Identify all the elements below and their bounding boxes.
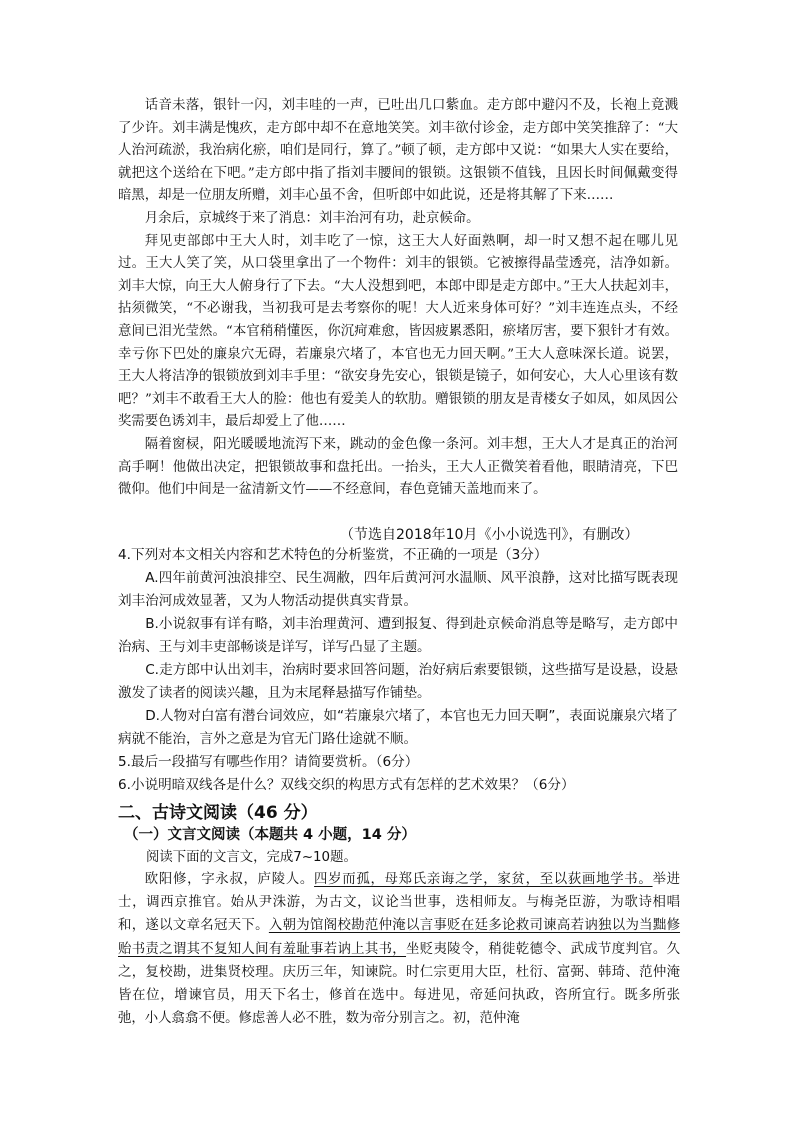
classical-chinese-passage (118, 868, 680, 1030)
question-4-option-c: C.走方郎中认出刘丰，治病时要求回答问题，治好病后索要银锁，这些描写是设悬，设悬激发了读者的阅读兴趣，且为末尾释悬描写作铺垫。 (118, 662, 678, 701)
classical-sentence-4-underlined: 入朝为馆阁校勘范仲淹以言事贬在廷多论救司谏高若讷独以为当黜修贻书责之谓其不复知人间有羞耻事若讷上其书， (118, 918, 681, 957)
question-6: 6.小说明暗双线各是什么？双线交织的构思方式有怎样的艺术效果？（6分） (118, 777, 575, 793)
classical-sentence-5: 坐贬夷陵令，稍徙乾德令、武成节度判官。久之，复校勘，进集贤校理。庆历三年，知谏院。时仁宗更用大臣，杜衍、富弼、韩琦、范仲淹皆在位，增谏官员，用天下名士，修首在选中。每进见，帝延问执政，咨所宜行。既多所张弛，小人翕翕不便。修虑善人必不胜，数为帝分别言之。初，范仲淹 (118, 941, 681, 1027)
classical-paragraph (118, 868, 680, 1030)
story-excerpt (118, 95, 678, 502)
classical-sentence-2-underlined: 四岁而孤，母郑氏亲诲之学，家贫，至以荻画地学书。 (314, 872, 653, 887)
story-paragraph-2: 月余后，京城终于来了消息：刘丰治河有功，赴京候命。 (144, 210, 480, 226)
section-subtitle: （一）文言文阅读（本题共 4 小题，14 分） (124, 827, 416, 843)
story-paragraph-3: 拜见吏部郎中王大人时，刘丰吃了一惊，这王大人好面熟啊，却一时又想不起在哪儿见过。王大人笑了笑，从口袋里拿出了一个物件：刘丰的银锁。它被擦得晶莹透亮，洁净如新。刘丰大惊，向王大人俯身行了下去。“大人没想到吧，本郎中即是走方郎中。”王大人扶起刘丰，拈须微笑，“不必谢我，当初我可是去考察你的呢！大人近来身体可好？”刘丰连连点头，不经意间已泪光莹然。“本官稍稍懂医，你沉疴难愈，皆因疲累悉阳，瘀堵厉害，要下狠针才有效。幸亏你下巴处的廉泉穴无碍，若廉泉穴堵了，本官也无力回天啊。”王大人意味深长道。说罢，王大人将洁净的银锁放到刘丰手里：“欲安身先安心，银锁是镜子，如何安心，大人心里该有数吧？”刘丰不敢看王大人的脸：他也有爱美人的软肋。赠银锁的朋友是青楼女子如凤，如凤因公奖需要色诱刘丰，最后却爱上了他…… (118, 233, 678, 430)
story-paragraph-4: 隔着窗棂，阳光暖暖地流泻下来，跳动的金色像一条河。刘丰想，王大人才是真正的治河高手啊！他做出决定，把银锁故事和盘托出。一抬头，王大人正微笑着看他，眼睛清亮，下巴微仰。他们中间是一盆清新文竹——不经意间，春色竟铺天盖地而来了。 (118, 436, 678, 498)
story-source-note: （节选自2018年10月《小小说选刊》，有删改） (340, 527, 639, 543)
question-4-option-d: D.人物对白富有潜台词效应，如“若廉泉穴堵了，本官也无力回天啊”，表面说廉泉穴堵了病就不能治，言外之意是为官无门路仕途就不顺。 (118, 708, 678, 747)
classical-sentence-1: 欧阳修，字永叔，庐陵人。 (144, 872, 315, 887)
question-4-option-a: A.四年前黄河浊浪排空、民生凋敝，四年后黄河河水温顺、风平浪静，这对比描写既表现刘丰治河成效显著，又为人物活动提供真实背景。 (118, 570, 678, 609)
question-5: 5.最后一段描写有哪些作用？请简要赏析。（6分） (118, 754, 419, 770)
reading-instruction: 阅读下面的文言文，完成7~10题。 (146, 850, 357, 865)
question-4-option-b: B.小说叙事有详有略，刘丰治理黄河、遭到报复、得到赴京候命消息等是略写，走方郎中治病、王与刘丰吏部畅谈是详写，详写凸显了主题。 (118, 616, 678, 655)
question-4: 4.下列对本文相关内容和艺术特色的分析鉴赏，不正确的一项是（3分） (118, 547, 548, 563)
classical-sentence-3: 举进士，调西京推官。始从尹洙游，为古文，议论当世事，迭相师友。与梅尧臣游，为歌诗相唱和，遂以文章名冠天下。 (118, 872, 681, 934)
section-title: 二、古诗文阅读（46 分） (118, 803, 318, 823)
story-paragraph-1: 话音未落，银针一闪，刘丰哇的一声，已吐出几口紫血。走方郎中避闪不及，长袍上竟溅了少许。刘丰满是愧疚，走方郎中却不在意地笑笑。刘丰欲付诊金，走方郎中笑笑推辞了：“大人治河疏淤，我治病化瘀，咱们是同行，算了。”顿了顿，走方郎中又说：“如果大人实在要给，就把这个送给在下吧。”走方郎中指了指刘丰腰间的银锁。这银锁不值钱，且因长时间佩戴变得暗黑，却是一位朋友所赠，刘丰心虽不舍，但听郎中如此说，还是将其解了下来…… (118, 98, 678, 204)
questions-block (118, 544, 678, 797)
